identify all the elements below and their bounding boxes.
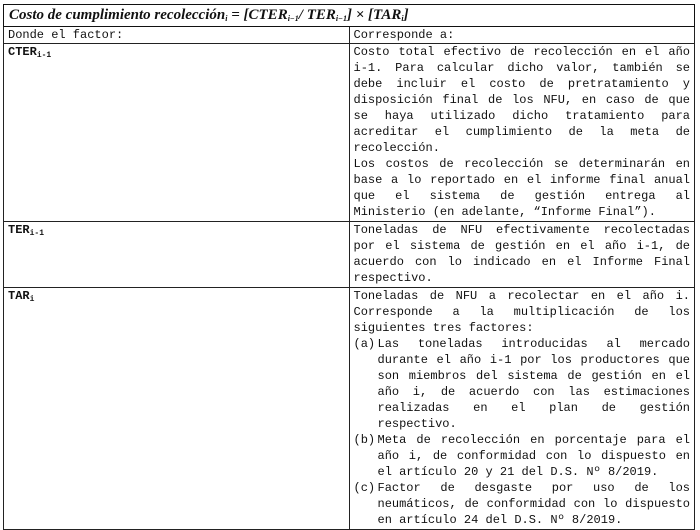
formula-definition-table: [3, 4, 695, 530]
factor-sub: i-1: [36, 51, 52, 60]
definition-cell: [349, 288, 695, 530]
list-text: Factor de desgaste por uso de los neumáticos, de conformidad con lo dispuesto en artículo 24 del D.S. Nº 8/2019.: [377, 481, 690, 527]
factor-cell: [4, 288, 350, 530]
list-item: [354, 480, 691, 528]
factor-cell: [4, 222, 350, 288]
formula-lhs-sub: i: [225, 14, 228, 23]
formula: [4, 5, 695, 27]
formula-ter: TER: [306, 7, 336, 23]
list-item: [354, 336, 691, 432]
formula-cter: CTER: [248, 7, 288, 23]
definition-paragraph: Toneladas de NFU efectivamente recolectadas por el sistema de gestión en el año i-1, de acuerdo con lo indicado en el Informe Final respectivo.: [353, 223, 690, 285]
factor-name: CTER: [8, 45, 37, 59]
formula-tar: TAR: [373, 7, 402, 23]
list-item: [354, 432, 691, 480]
list-marker: (a): [353, 337, 376, 351]
formula-lhs: Costo de cumplimiento recolección: [9, 7, 226, 23]
formula-times: ] × [: [346, 7, 374, 23]
list-text: Meta de recolección en porcentaje para el año i, de conformidad con lo dispuesto en el artículo 20 y 21 del D.S. Nº 8/2019.: [377, 433, 690, 479]
table-row: [4, 288, 695, 530]
definition-paragraph: Costo total efectivo de recolección en el año i-1. Para calcular dicho valor, también se debe incluir el costo de pretratamiento y disposición final de los NFU, en caso de que se haya utilizado dicho tratamiento para acreditar el cumplimiento de la meta de recolección.: [353, 45, 690, 155]
definition-paragraph: Los costos de recolección se determinarán en base a lo reportado en el informe final anual que el sistema de gestión entrega al Ministerio (en adelante, “Informe Final”).: [353, 157, 690, 219]
document: [3, 4, 695, 530]
factor-sub: i: [29, 295, 35, 304]
formula-tar-sub: i: [401, 14, 404, 23]
definition-paragraph: Toneladas de NFU a recolectar en el año i. Corresponde a la multiplicación de los siguientes tres factores:: [353, 289, 690, 335]
list-marker: (b): [353, 433, 376, 447]
definition-cell: [349, 222, 695, 288]
formula-eq: = [: [227, 7, 249, 23]
formula-row: [4, 5, 695, 27]
formula-cter-sub: i−1: [287, 14, 299, 23]
formula-end: ]: [403, 7, 409, 23]
formula-ter-sub: i−1: [335, 14, 347, 23]
header-col1: Donde el factor:: [4, 27, 350, 44]
table-row: [4, 44, 695, 222]
factor-cell: [4, 44, 350, 222]
definition-cell: [349, 44, 695, 222]
factor-name: TER: [8, 223, 30, 237]
table-row: [4, 222, 695, 288]
factor-sub: i-1: [29, 229, 45, 238]
factor-name: TAR: [8, 289, 30, 303]
header-col2: Corresponde a:: [349, 27, 695, 44]
list-marker: (c): [353, 481, 376, 495]
list-text: Las toneladas introducidas al mercado durante el año i-1 por los productores que son miembros del sistema de gestión en el año i, de acuerdo con las estimaciones realizadas en el plan de gestión respectivo.: [377, 337, 690, 431]
header-row: [4, 27, 695, 44]
formula-slash: /: [298, 7, 307, 23]
